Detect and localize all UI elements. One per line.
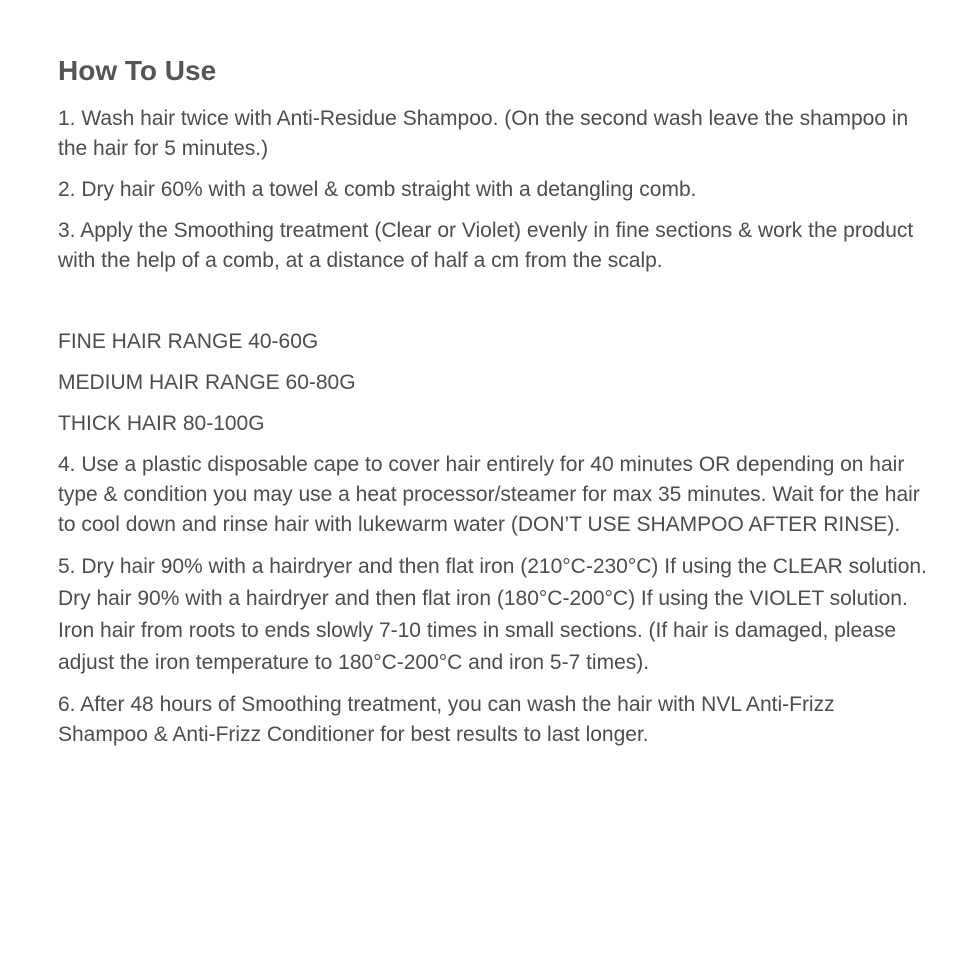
step-6: 6. After 48 hours of Smoothing treatment, you can wash the hair with NVL Anti-Frizz Shampoo & Anti-Frizz Conditioner for best results to last longer. bbox=[58, 693, 835, 746]
instructions-content bbox=[58, 50, 928, 761]
step-1: 1. Wash hair twice with Anti-Residue Shampoo. (On the second wash leave the shampoo in the hair for 5 minutes.) bbox=[58, 107, 909, 160]
thick-hair-range: THICK HAIR 80-100G bbox=[58, 412, 265, 435]
medium-hair-range: MEDIUM HAIR RANGE 60-80G bbox=[58, 371, 356, 394]
step-2: 2. Dry hair 60% with a towel & comb straight with a detangling comb. bbox=[58, 178, 697, 201]
page-title: How To Use bbox=[58, 55, 217, 86]
section-spacer bbox=[58, 287, 928, 327]
step-4: 4. Use a plastic disposable cape to cover hair entirely for 40 minutes OR depending on hair type & condition you may use a heat processor/steamer for max 35 minutes. Wait for the hair to cool down and rinse hair with lukewarm water (DON’T USE SHAMPOO AFTER RINSE). bbox=[58, 453, 920, 536]
step-3: 3. Apply the Smoothing treatment (Clear or Violet) evenly in fine sections & work the product with the help of a comb, at a distance of half a cm from the scalp. bbox=[58, 219, 914, 272]
step-5: 5. Dry hair 90% with a hairdryer and then flat iron (210°C-230°C) If using the CLEAR solution. Dry hair 90% with a hairdryer and then flat iron (180°C-200°C) If using the VIOLET solution. Iron hair from roots to ends slowly 7-10 times in small sections. (If hair is damaged, please adjust the iron temperature to 180°C-200°C and iron 5-7 times). bbox=[58, 555, 927, 674]
fine-hair-range: FINE HAIR RANGE 40-60G bbox=[58, 330, 319, 353]
